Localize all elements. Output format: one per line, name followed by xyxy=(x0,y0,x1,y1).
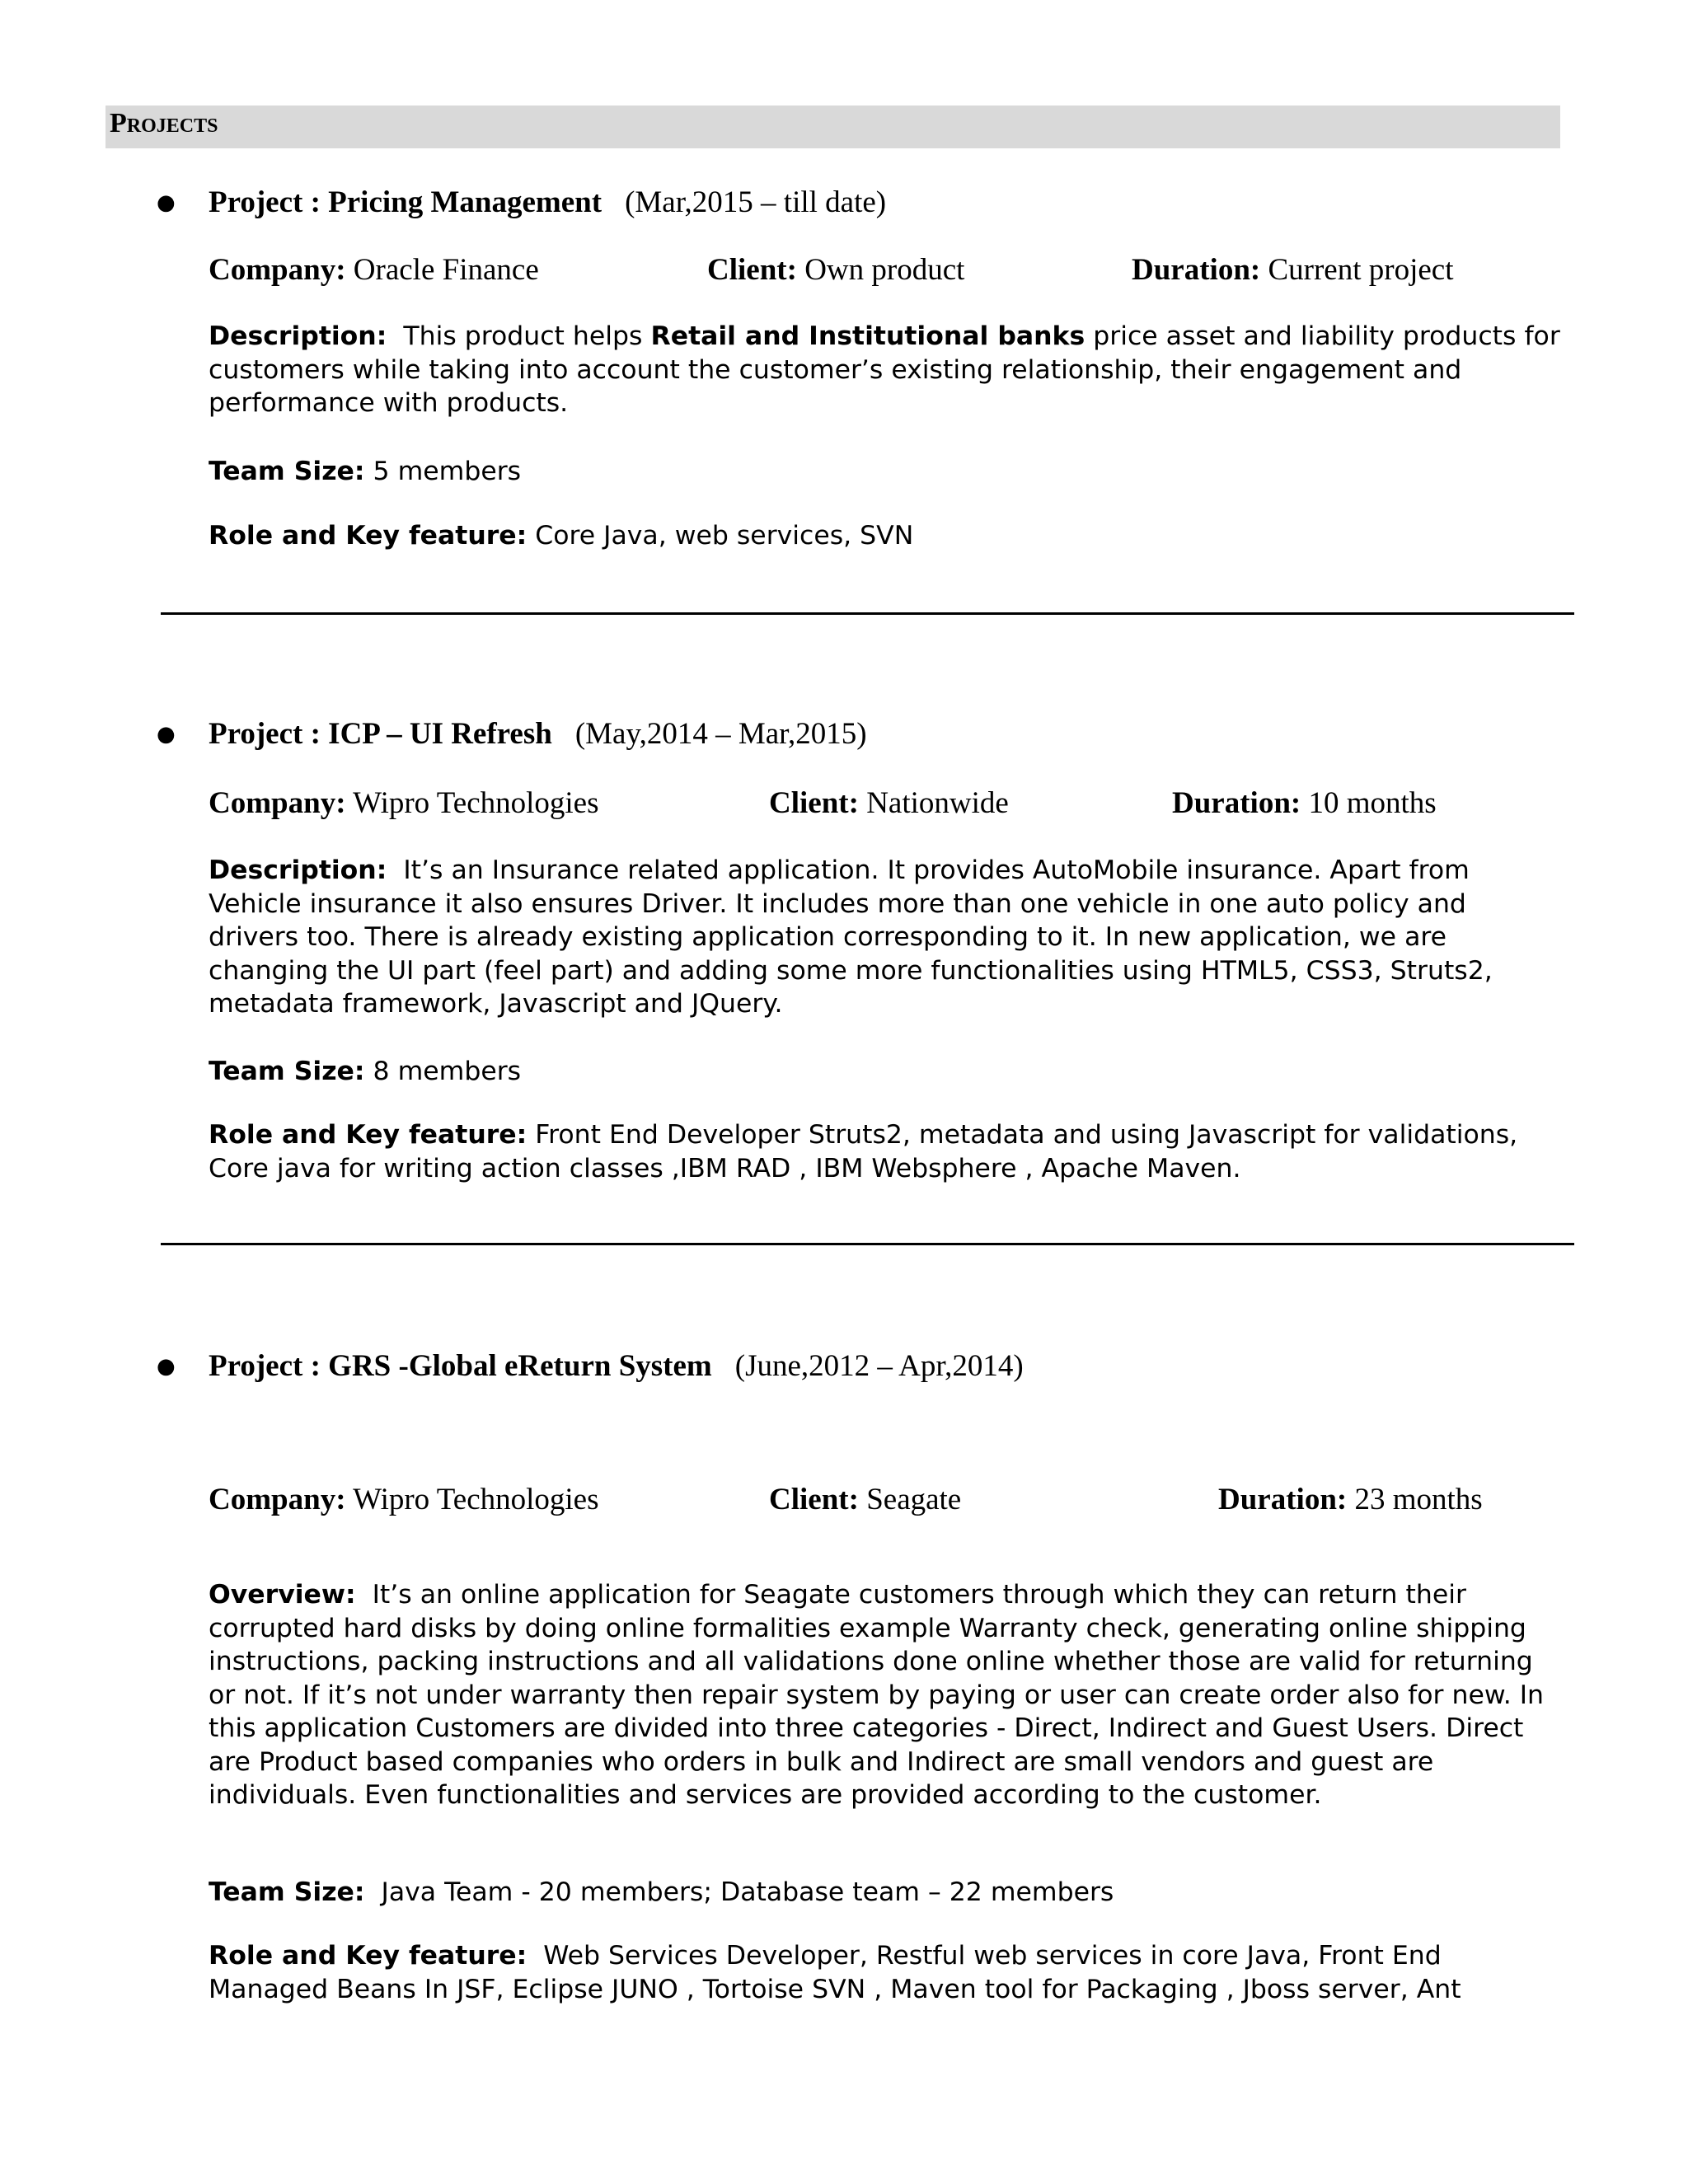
overview-text: It’s an online application for Seagate customers through which they can return their corrupted hard disks by doing online formalities example Warranty check, generating online shipping instructions, packing instructions and all validations done online whether those are valid for returning or not. If it’s not under warranty then repair system by paying or user can create order also for new. In this application Customers are divided into three categories - Direct, Indirect and Guest Users. Direct are Product based companies who orders in bulk and Indirect are small vendors and guest are individuals. Even functionalities and services are provided according to the customer. xyxy=(209,1580,1545,1810)
description-text: It’s an Insurance related application. It provides AutoMobile insurance. Apart from Vehicle insurance it also ensures Driver. It includes more than one vehicle in one auto policy and drivers too. There is already existing application corresponding to it. In new application, we are changing the UI part (feel part) and adding some more functionalities using HTML5, CSS3, Struts2, metadata framework, Javascript and JQuery. xyxy=(209,855,1493,1019)
project-dates: (Mar,2015 – till date) xyxy=(625,185,887,219)
bullet-icon: ● xyxy=(157,1354,176,1379)
role-label: Role and Key feature: xyxy=(209,1941,528,1971)
client-field xyxy=(769,783,1009,824)
company-label: Company: xyxy=(209,1483,346,1516)
role-value: Front End Developer Struts2, metadata and using Javascript for validations, Core java for writing action classes ,IBM RAD , IBM Websphere , Apache Maven. xyxy=(209,1120,1518,1183)
company-value: Wipro Technologies xyxy=(353,786,599,820)
team-size-label: Team Size: xyxy=(209,1877,365,1907)
description-label: Description: xyxy=(209,855,387,885)
duration-label: Duration: xyxy=(1132,253,1261,287)
team-size-value: 8 members xyxy=(373,1057,522,1086)
company-label: Company: xyxy=(209,253,346,287)
team-size-value: Java Team - 20 members; Database team – 22 members xyxy=(381,1877,1114,1907)
client-field xyxy=(707,250,964,291)
client-field xyxy=(769,1479,961,1521)
separator-line xyxy=(161,1243,1574,1245)
bullet-icon: ● xyxy=(157,190,176,215)
team-size-label: Team Size: xyxy=(209,1057,365,1086)
section-header-projects xyxy=(106,105,1560,148)
client-label: Client: xyxy=(707,253,797,287)
team-size xyxy=(209,1055,1560,1089)
duration-label: Duration: xyxy=(1218,1483,1348,1516)
project-dates: (May,2014 – Mar,2015) xyxy=(574,717,867,751)
project-title xyxy=(209,181,886,224)
duration-label: Duration: xyxy=(1172,786,1301,820)
company-label: Company: xyxy=(209,786,346,820)
role-label: Role and Key feature: xyxy=(209,1120,528,1150)
project-title xyxy=(209,1345,1024,1388)
overview-label: Overview: xyxy=(209,1580,356,1610)
duration-value: Current project xyxy=(1268,253,1454,287)
project-description xyxy=(209,320,1560,420)
client-value: Own product xyxy=(804,253,965,287)
duration-field xyxy=(1218,1479,1483,1521)
client-label: Client: xyxy=(769,1483,859,1516)
role-value: Web Services Developer, Restful web services in core Java, Front End Managed Beans In JSF, Eclipse JUNO , Tortoise SVN , Maven tool for Packaging , Jboss server, Ant xyxy=(209,1941,1461,2004)
description-text: This product helps xyxy=(403,321,643,351)
company-value: Wipro Technologies xyxy=(353,1483,599,1516)
bullet-icon: ● xyxy=(157,722,176,747)
company-field xyxy=(209,1479,599,1521)
section-title: Projects xyxy=(110,108,218,138)
role-key-feature xyxy=(209,1118,1560,1185)
project-name: Project : GRS -Global eReturn System xyxy=(209,1349,712,1383)
role-key-feature xyxy=(209,519,1560,553)
company-field xyxy=(209,250,539,291)
team-size xyxy=(209,1876,1560,1910)
duration-value: 10 months xyxy=(1308,786,1437,820)
client-label: Client: xyxy=(769,786,859,820)
role-label: Role and Key feature: xyxy=(209,521,528,551)
project-name: Project : Pricing Management xyxy=(209,185,603,219)
project-dates: (June,2012 – Apr,2014) xyxy=(734,1349,1024,1383)
company-value: Oracle Finance xyxy=(353,253,539,287)
description-highlight: Retail and Institutional banks xyxy=(650,321,1085,351)
project-overview xyxy=(209,1578,1560,1812)
team-size-value: 5 members xyxy=(373,457,522,486)
role-value: Core Java, web services, SVN xyxy=(535,521,914,551)
duration-value: 23 months xyxy=(1354,1483,1483,1516)
company-field xyxy=(209,783,599,824)
client-value: Seagate xyxy=(866,1483,962,1516)
project-name: Project : ICP – UI Refresh xyxy=(209,717,552,751)
duration-field xyxy=(1172,783,1437,824)
role-key-feature xyxy=(209,1939,1560,2006)
project-title xyxy=(209,713,867,756)
team-size xyxy=(209,455,1560,489)
duration-field xyxy=(1132,250,1453,291)
project-description xyxy=(209,854,1560,1021)
separator-line xyxy=(161,612,1574,615)
description-text-cont: price asset and liability products for customers while taking into account the customer’s existing relationship, their engagement and performance with products. xyxy=(209,321,1560,418)
team-size-label: Team Size: xyxy=(209,457,365,486)
client-value: Nationwide xyxy=(866,786,1009,820)
description-label: Description: xyxy=(209,321,387,351)
